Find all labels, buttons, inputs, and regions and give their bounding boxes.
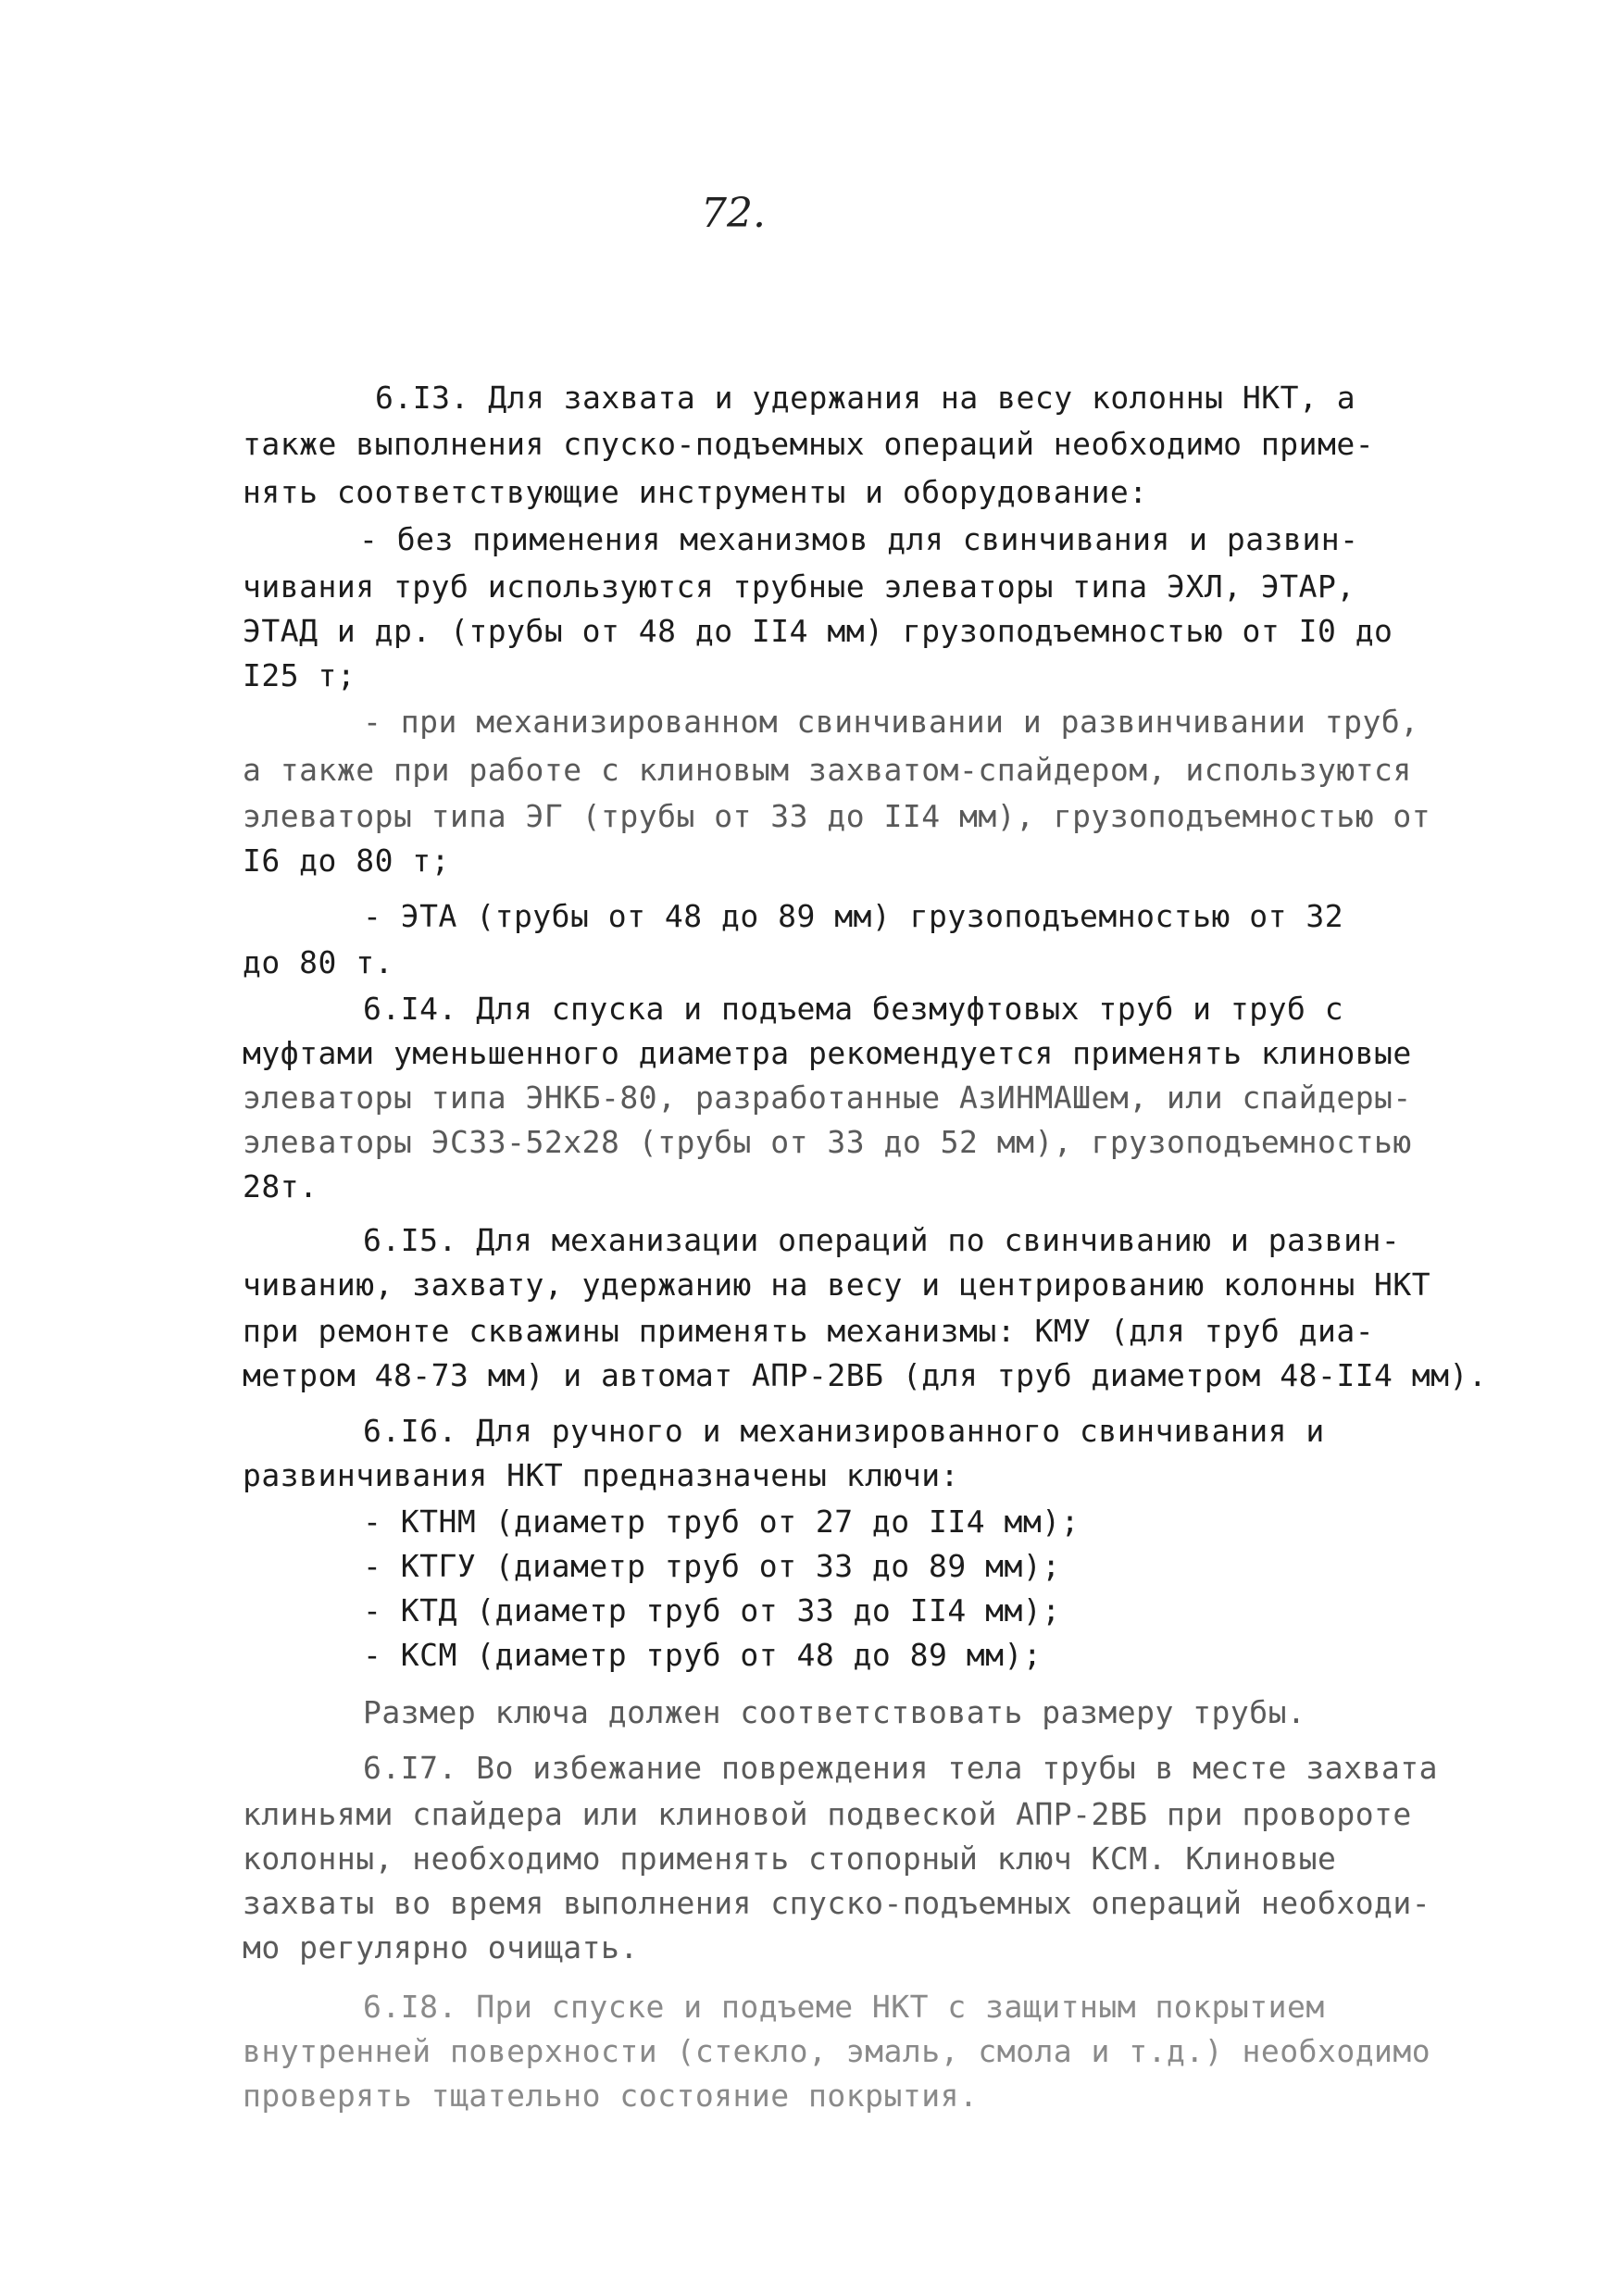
- text-line: клиньями спайдера или клиновой подвеской АПР-2ВБ при провороте: [243, 1796, 1412, 1832]
- text-line: I6 до 80 т;: [243, 842, 451, 879]
- text-line: муфтами уменьшенного диаметра рекомендуется применять клиновые: [243, 1035, 1412, 1071]
- text-line: также выполнения спуско-подъемных операций необходимо приме-: [243, 426, 1375, 462]
- text-line: элеваторы ЭСЗЗ-52х28 (трубы от 33 до 52 мм), грузоподъемностью: [243, 1124, 1412, 1160]
- text-line: чивания труб используются трубные элеваторы типа ЭХЛ, ЭТАР,: [243, 568, 1355, 605]
- text-line: - без применения механизмов для свинчивания и развин-: [359, 521, 1359, 557]
- list-item: - КТНМ (диаметр труб от 27 до II4 мм);: [363, 1504, 1080, 1540]
- text-line: 6.I3. Для захвата и удержания на весу колонны НКТ, а: [375, 380, 1356, 416]
- text-line: 6.I6. Для ручного и механизированного свинчивания и: [363, 1413, 1325, 1449]
- text-line: - при механизированном свинчивании и развинчивании труб,: [363, 704, 1419, 740]
- text-line: нять соответствующие инструменты и оборудование:: [243, 474, 1148, 510]
- text-line: - ЭТА (трубы от 48 до 89 мм) грузоподъемностью от 32: [363, 898, 1344, 934]
- text-line: колонны, необходимо применять стопорный ключ КСМ. Клиновые: [243, 1841, 1337, 1877]
- text-line: 6.I5. Для механизации операций по свинчиванию и развин-: [363, 1222, 1401, 1258]
- text-line: чиванию, захвату, удержанию на весу и центрированию колонны НКТ: [243, 1267, 1431, 1303]
- text-line: метром 48-73 мм) и автомат АПР-2ВБ (для труб диаметром 48-II4 мм).: [243, 1357, 1488, 1393]
- text-line: 6.I8. При спуске и подъеме НКТ с защитным покрытием: [363, 1989, 1325, 2025]
- text-line: 6.I4. Для спуска и подъема безмуфтовых труб и труб с: [363, 991, 1344, 1027]
- text-line: 28т.: [243, 1168, 319, 1204]
- text-line: 6.I7. Во избежание повреждения тела трубы в месте захвата: [363, 1750, 1438, 1786]
- text-line: проверять тщательно состояние покрытия.: [243, 2078, 979, 2114]
- text-line: развинчивания НКТ предназначены ключи:: [243, 1457, 959, 1493]
- text-line: элеваторы типа ЭНКБ-80, разработанные АзИНМАШем, или спайдеры-: [243, 1079, 1412, 1116]
- text-line: захваты во время выполнения спуско-подъемных операций необходи-: [243, 1885, 1431, 1921]
- list-item: - КТД (диаметр труб от 33 до II4 мм);: [363, 1592, 1061, 1628]
- list-item: - КСМ (диаметр труб от 48 до 89 мм);: [363, 1637, 1043, 1673]
- text-line: при ремонте скважины применять механизмы: КМУ (для труб диа-: [243, 1313, 1375, 1349]
- text-line: элеваторы типа ЭГ (трубы от 33 до II4 мм), грузоподъемностью от: [243, 798, 1431, 834]
- text-line: ЭТАД и др. (трубы от 48 до II4 мм) грузоподъемностью от I0 до: [243, 613, 1393, 649]
- page-number: 72.: [701, 190, 766, 237]
- text-line: а также при работе с клиновым захватом-спайдером, используются: [243, 752, 1412, 788]
- text-line: Размер ключа должен соответствовать размеру трубы.: [363, 1694, 1306, 1730]
- text-line: I25 т;: [243, 657, 356, 693]
- text-line: внутренней поверхности (стекло, эмаль, смола и т.д.) необходимо: [243, 2033, 1431, 2069]
- list-item: - КТГУ (диаметр труб от 33 до 89 мм);: [363, 1548, 1061, 1584]
- text-line: мо регулярно очищать.: [243, 1929, 639, 1965]
- text-line: до 80 т.: [243, 944, 394, 980]
